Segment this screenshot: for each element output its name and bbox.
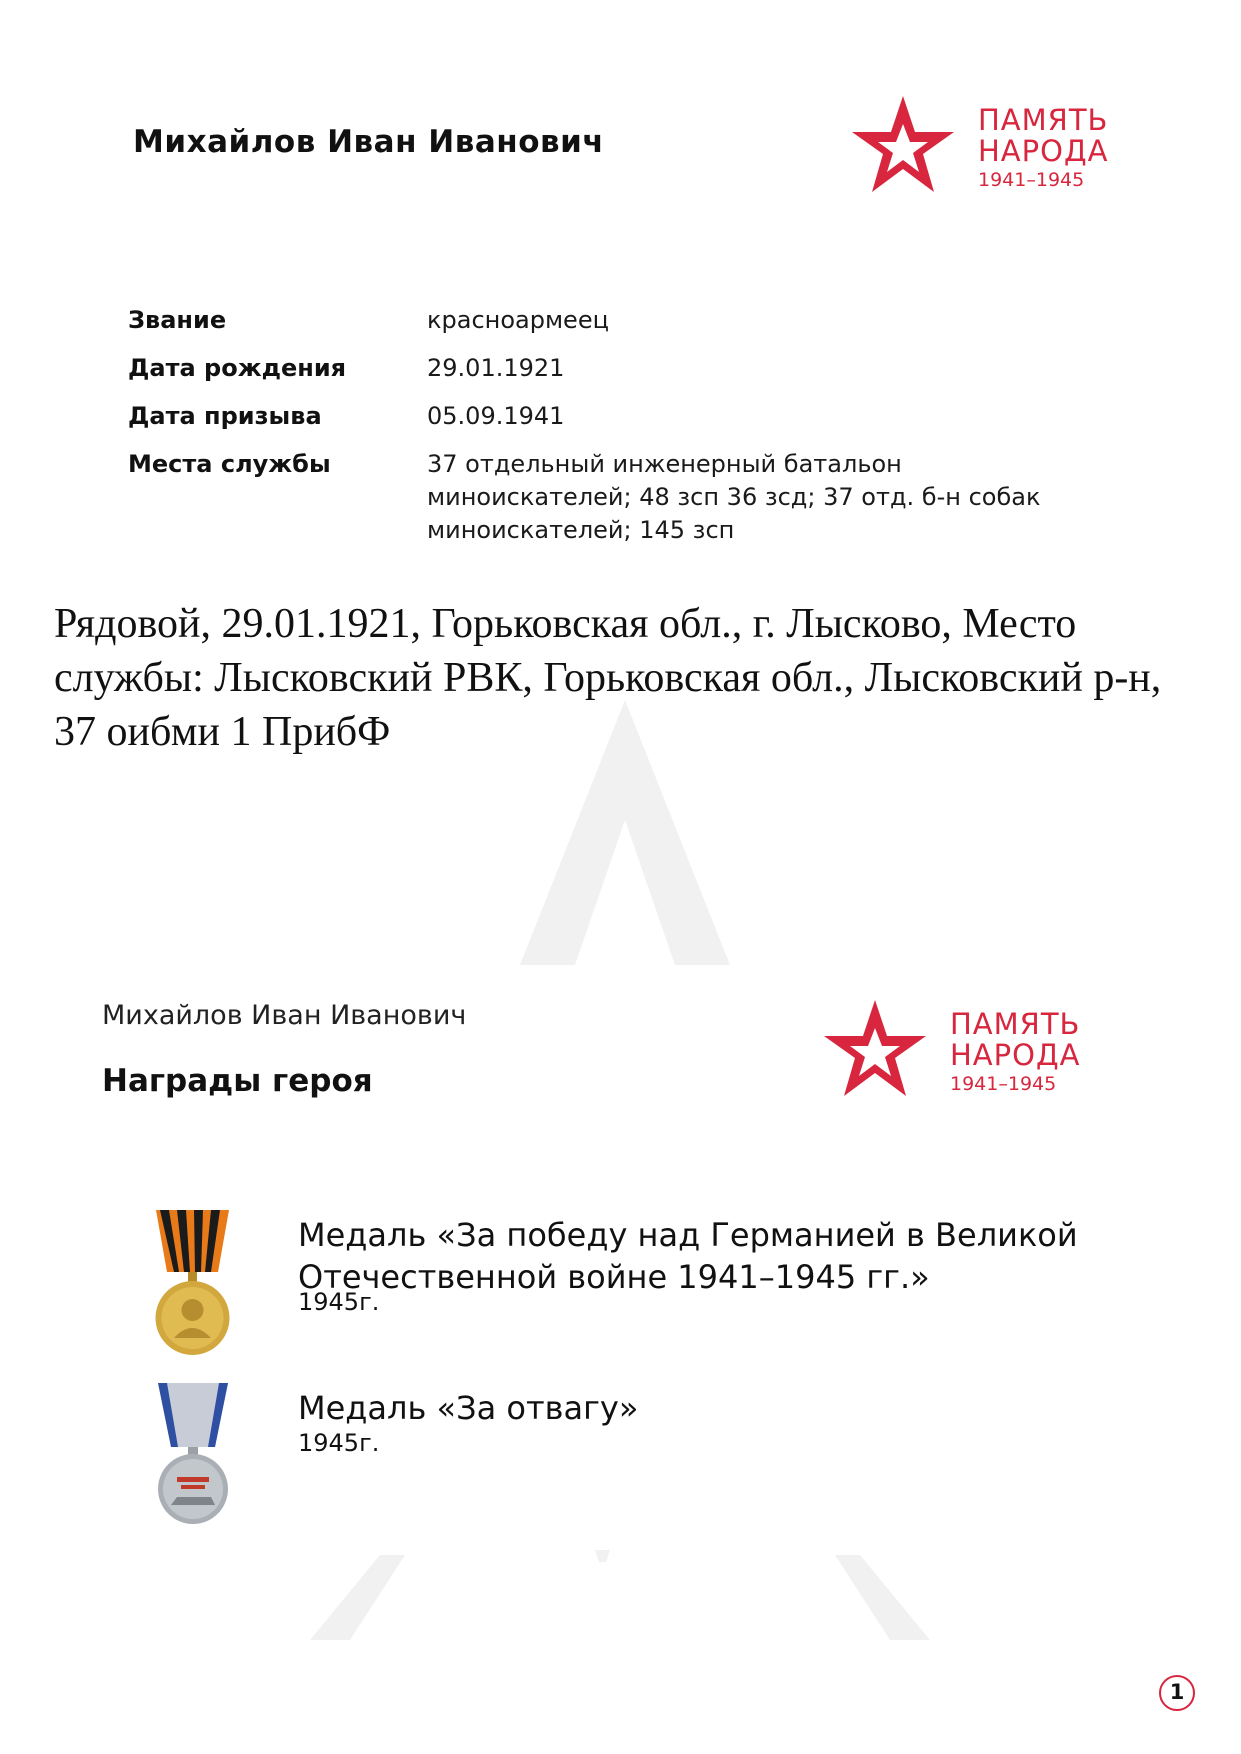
red-star-icon bbox=[824, 1000, 926, 1100]
award-title: Медаль «За победу над Германией в Великой Отечественной войне 1941–1945 гг.» bbox=[298, 1216, 1078, 1296]
info-value: красноармеец bbox=[427, 306, 609, 334]
award-year: 1945г. bbox=[298, 1288, 380, 1316]
info-label: Дата рождения bbox=[128, 354, 347, 382]
award-title: Медаль «За отвагу» bbox=[298, 1389, 639, 1427]
page-number: 1 bbox=[1159, 1675, 1195, 1711]
logo-line2: НАРОДА bbox=[950, 1038, 1081, 1072]
info-value: 05.09.1941 bbox=[427, 402, 565, 430]
logo-pamyat-naroda-2 bbox=[824, 1000, 1094, 1105]
awards-title: Награды героя bbox=[102, 1063, 373, 1099]
courage-medal-icon bbox=[153, 1383, 233, 1528]
hero-name: Михайлов Иван Иванович bbox=[133, 124, 605, 160]
logo-years: 1941–1945 bbox=[978, 169, 1085, 191]
info-value: 37 отдельный инженерный батальон миноискателей; 48 зсп 36 зсд; 37 отд. б-н собак миноискателей; 145 зсп bbox=[427, 450, 1041, 544]
info-label: Дата призыва bbox=[128, 402, 322, 430]
victory-medal-icon bbox=[150, 1210, 235, 1360]
service-summary: Рядовой, 29.01.1921, Горьковская обл., г. Лысково, Место службы: Лысковский РВК, Горьковская обл., Лысковский р-н, 37 оибми 1 ПрибФ bbox=[54, 601, 1162, 755]
logo-years: 1941–1945 bbox=[950, 1073, 1057, 1095]
logo-line1: ПАМЯТЬ bbox=[978, 103, 1109, 137]
info-label: Места службы bbox=[128, 450, 331, 478]
red-star-icon bbox=[852, 96, 954, 196]
logo-line1: ПАМЯТЬ bbox=[950, 1007, 1081, 1041]
info-label: Звание bbox=[128, 306, 227, 334]
watermark-star-lower bbox=[310, 1550, 930, 1640]
logo-pamyat-naroda bbox=[852, 96, 1122, 201]
info-value: 29.01.1921 bbox=[427, 354, 565, 382]
award-year: 1945г. bbox=[298, 1429, 380, 1457]
awards-hero-name: Михайлов Иван Иванович bbox=[102, 1000, 467, 1031]
logo-line2: НАРОДА bbox=[978, 134, 1109, 168]
